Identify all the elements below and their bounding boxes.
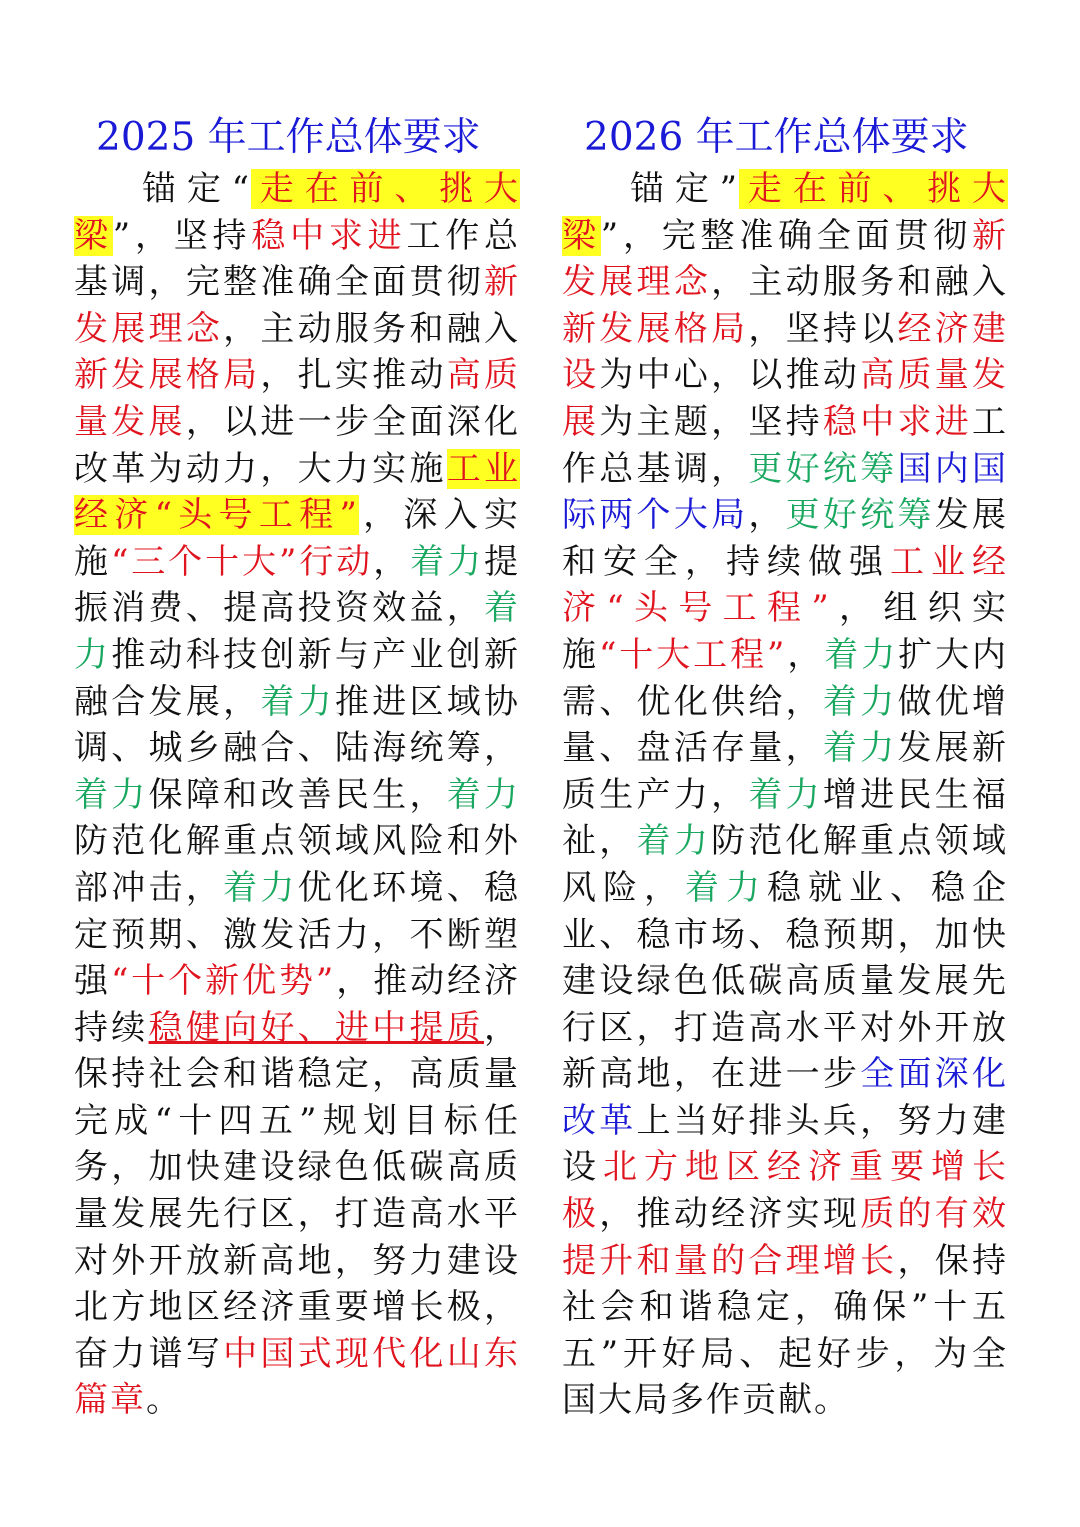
text-segment: ，推动经济实现 [599, 1194, 861, 1235]
text-segment: 发展新质生产力， [562, 728, 1009, 815]
text-segment: 稳中求进 [822, 401, 973, 442]
text-segment: ，保持社会和谐稳定，确保”十五五”开好局、起好步，为全国大局多作贡献。 [562, 1240, 1009, 1421]
column-2026 [562, 110, 1008, 1424]
text-segment: 锚定” [630, 169, 740, 209]
text-segment: 上当好排头兵，努力建设 [562, 1100, 1009, 1188]
title-2026: 2026 年工作总体要求 [584, 115, 969, 160]
text-segment: “三个十大”行动 [110, 541, 374, 582]
text-segment: ”，完整准确全面贯彻 [600, 215, 973, 256]
text-segment: ， [786, 634, 825, 675]
text-segment: 发展和安全，持续做强 [562, 495, 1009, 582]
text-segment: 推进区域协调、城乡融合、陆海统筹， [74, 681, 521, 769]
text-segment: ，扎实推动 [260, 355, 447, 396]
text-segment: 质的有效提升和量的合理增长 [562, 1194, 1009, 1281]
text-segment: 优化环境、稳定预期、激发活力，不断塑强 [74, 867, 521, 1002]
text-segment: 高质量发展 [562, 355, 1009, 442]
text-segment: ，组织实施 [562, 588, 1009, 675]
text-segment: 工作总基调， [562, 401, 1009, 489]
text-segment: ，保持社会和谐稳定，高质量完成“十四五”规划目标任务，加快建设绿色低碳高质量发展先行区，打造高水平对外开放新高地，努力建设北方地区经济重要增长极，奋力谱写 [74, 1007, 521, 1374]
text-segment: ，主动服务和融入 [223, 308, 521, 349]
text-segment: 更好统筹 [785, 495, 935, 536]
text-segment: 新发展理念 [562, 215, 1009, 303]
body-2025 [74, 166, 520, 1424]
text-segment: 国内国际两个大局 [562, 448, 1009, 536]
text-segment: 全面深化改革 [562, 1054, 1009, 1141]
text-segment: 。 [146, 1380, 182, 1421]
text-segment: 新发展格局 [562, 308, 749, 349]
column-2025 [74, 110, 520, 1424]
text-segment: 着力 [74, 774, 149, 815]
text-segment: 中国式现代化山东篇章 [74, 1333, 521, 1421]
text-segment: 防范化解重点领域风险， [562, 821, 1009, 908]
text-segment: 更好统筹 [748, 448, 898, 489]
text-segment: 着力 [748, 774, 823, 815]
text-segment: 着力 [824, 634, 899, 675]
text-segment: 着力 [260, 681, 335, 722]
text-segment: 为主题，坚持 [599, 401, 823, 442]
text-segment: ，以进一步全面深化改革为动力，大力实施 [74, 401, 521, 489]
text-segment: 走在前、挑大梁 [74, 169, 521, 256]
text-segment: 走在前、挑大梁 [562, 169, 1009, 256]
text-segment: “十大工程” [598, 634, 787, 675]
text-segment: 经济建设 [562, 308, 1009, 396]
text-segment: 着力 [685, 867, 767, 908]
text-segment: 为中心，以推动 [599, 355, 861, 396]
text-segment: ，深入实施 [74, 495, 521, 582]
text-segment: 稳健向好、进中提质 [148, 1007, 485, 1048]
text-segment: 着力 [410, 541, 485, 582]
body-2026 [562, 166, 1008, 1424]
text-segment: 工业经济“头号工程” [74, 448, 521, 536]
text-segment: 扩大内需、优化供给， [562, 634, 1009, 722]
text-segment: 保障和改善民生， [148, 774, 447, 815]
text-segment: 着力 [223, 867, 298, 908]
text-segment: ，推动经济持续 [74, 961, 521, 1048]
text-segment: 着力 [74, 588, 520, 675]
text-segment: 工业经济“头号工程” [562, 541, 1008, 629]
text-segment: 新发展理念 [74, 262, 520, 349]
text-segment: 防范化解重点领域风险和外部冲击， [74, 821, 520, 908]
text-segment: ， [373, 541, 411, 582]
text-segment: 高质量发展 [74, 355, 521, 442]
title-2025: 2025 年工作总体要求 [96, 115, 481, 160]
text-segment: 工作总基调，完整准确全面贯彻 [74, 215, 521, 303]
text-segment: ， [748, 495, 786, 536]
text-segment: ”，坚持 [112, 215, 252, 256]
text-segment: 北方地区经济重要增长极 [562, 1147, 1008, 1235]
text-segment: 着力 [822, 681, 898, 722]
text-segment: 稳中求进 [251, 215, 407, 256]
text-segment: 锚定“ [142, 169, 252, 209]
text-segment: 新发展格局 [74, 355, 261, 396]
text-segment: 着力 [822, 728, 898, 769]
text-segment: ，主动服务和融入 [711, 262, 1009, 303]
text-segment: 着力 [636, 821, 712, 862]
text-segment: ，坚持以 [748, 308, 898, 349]
text-segment: 推动科技创新与产业创新融合发展， [74, 634, 521, 722]
text-segment: 提振消费、提高投资效益， [74, 541, 521, 629]
text-segment: 稳就业、稳企业、稳市场、稳预期，加快建设绿色低碳高质量发展先行区，打造高水平对外开放新高地，在进一步 [562, 867, 1008, 1095]
text-segment: 着力 [446, 774, 521, 815]
text-segment: “十个新优势” [110, 961, 336, 1002]
text-segment: 增进民生福祉， [562, 774, 1009, 862]
text-segment: 做优增量、盘活存量， [562, 681, 1009, 769]
